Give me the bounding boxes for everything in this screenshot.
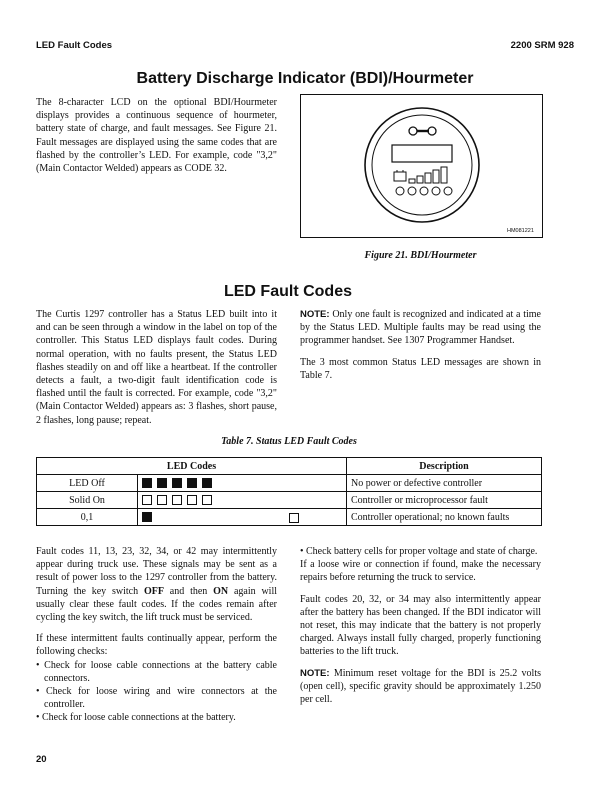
- intermittent-faults-paragraph: [36, 545, 277, 624]
- section-title-led: LED Fault Codes: [223, 283, 352, 300]
- table-caption: Table 7. Status LED Fault Codes: [221, 436, 357, 447]
- table-row: [37, 475, 542, 492]
- note-text: Minimum reset voltage for the BDI is 25.2 volts (open cell), specific gravity should be approximately 1.250 per cell.: [300, 667, 541, 706]
- charge-level-icon: [409, 167, 447, 183]
- bdi-paragraph: [36, 96, 277, 183]
- row-label: LED Off: [37, 475, 138, 492]
- led-open-square: [187, 495, 197, 505]
- row-label: 0,1: [37, 509, 138, 526]
- led-open-square: [289, 513, 299, 523]
- led-pattern-solid: [138, 492, 347, 509]
- lower-left-column: [36, 545, 277, 731]
- row-description: No power or defective controller: [347, 475, 542, 492]
- row-description: Controller or microprocessor fault: [347, 492, 542, 509]
- led-filled-square: [142, 478, 152, 488]
- page-number: 20: [36, 754, 47, 765]
- table-header-row: [37, 458, 542, 475]
- led-open-square: [157, 495, 167, 505]
- led-filled-square: [202, 478, 212, 488]
- status-led-table: [36, 457, 542, 526]
- led-right-column: [300, 308, 541, 390]
- bold-on: ON: [213, 585, 229, 597]
- led-open-square: [142, 495, 152, 505]
- bold-off: OFF: [143, 585, 164, 597]
- note-text: Only one fault is recognized and indicated at a time by the Status LED. Multiple faults may be read using the programmer handset. See 1307 Programmer Handset.: [300, 309, 541, 347]
- led-pattern-heartbeat: [138, 509, 347, 526]
- list-item: • Check for loose wiring and wire connectors at the controller.: [36, 686, 277, 711]
- bdi-hourmeter-drawing: [301, 95, 542, 237]
- header-description: Description: [347, 458, 542, 475]
- list-item: • Check for loose cable connections at the battery.: [36, 712, 236, 724]
- lcd-window: [392, 145, 452, 162]
- note-label: NOTE:: [300, 309, 330, 320]
- text-span: again will usually clear these fault codes. If the codes remain after cycling the key switch, the lift truck must be serviced.: [36, 585, 278, 624]
- list-item: • Check for loose cable connections at the battery cable connectors.: [36, 659, 277, 684]
- led-paragraph: The Curtis 1297 controller has a Status LED built into it and can be seen through a window in the label on top of the controller. This Status LED displays fault codes. During normal operation, with no faults present, the Status LED flashes steadily on and off like a heartbeat. If the controller detects a fault, a two-digit fault identification code is flashed until the fault is corrected. For example, code "3,2" (Main Contactor Welded) appears as: 3 flashes, short pause, 2 flashes, long pause; repeat.: [36, 309, 277, 426]
- text-span: Fault codes 11, 13, 23, 32, 34, or 42 may intermittently appear during truck use. These signals may be sent as a result of power loss to the 1297 controller from the battery. Turning the key switch: [36, 546, 277, 597]
- lower-right-column: [300, 545, 541, 714]
- repair-paragraph: If a loose wire or connection if found, make the necessary repairs before returning the truck to service.: [300, 559, 541, 584]
- led-open-square: [202, 495, 212, 505]
- bdi-hourmeter-figure: [300, 94, 543, 238]
- led-pattern-off: [138, 475, 347, 492]
- wrench-icon: [409, 127, 436, 135]
- checks-intro: If these intermittent faults continually appear, perform the following checks:: [36, 633, 277, 658]
- led-filled-square: [142, 512, 152, 522]
- figure-id-label: HM081221: [507, 228, 534, 234]
- table-row: [37, 492, 542, 509]
- list-item: • Check battery cells for proper voltage and state of charge.: [300, 546, 538, 557]
- running-header-right: 2200 SRM 928: [510, 40, 574, 51]
- row-description: Controller operational; no known faults: [347, 509, 542, 526]
- checks-list-continued: [300, 545, 541, 558]
- row-label: Solid On: [37, 492, 138, 509]
- battery-icon: [394, 170, 406, 181]
- battery-change-paragraph: Fault codes 20, 32, or 34 may also intermittently appear after the battery has been changed. If the BDI indicator will not reset, this may indicate that the battery is not properly charged. Always install fully charged, properly functioning batteries to the lift truck.: [300, 593, 541, 658]
- figure-caption: Figure 21. BDI/Hourmeter: [364, 250, 477, 261]
- table-reference-paragraph: The 3 most common Status LED messages are shown in Table 7.: [300, 356, 541, 381]
- note-paragraph: [300, 308, 541, 348]
- bdi-paragraph-text: The 8-character LCD on the optional BDI/Hourmeter displays provides a continuous sequence of hourmeter, battery state of charge, and fault messages. See Figure 21. Fault messages are displayed using the same codes that are flashed by the controller’s LED. For example, code "3,2" (Main Contactor Welded) appears as CODE 32.: [36, 97, 277, 175]
- led-filled-square: [157, 478, 167, 488]
- running-header-left: LED Fault Codes: [36, 40, 113, 51]
- table-row: [37, 509, 542, 526]
- led-open-square: [172, 495, 182, 505]
- header-led-codes: LED Codes: [37, 458, 347, 475]
- section-title-bdi: Battery Discharge Indicator (BDI)/Hourmeter: [136, 70, 474, 87]
- led-filled-square: [172, 478, 182, 488]
- bdi-reset-note: [300, 667, 541, 707]
- led-left-column: [36, 308, 277, 435]
- checks-list: [36, 659, 277, 725]
- note-label: NOTE:: [300, 667, 330, 679]
- led-filled-square: [187, 478, 197, 488]
- text-span: and then: [163, 585, 214, 597]
